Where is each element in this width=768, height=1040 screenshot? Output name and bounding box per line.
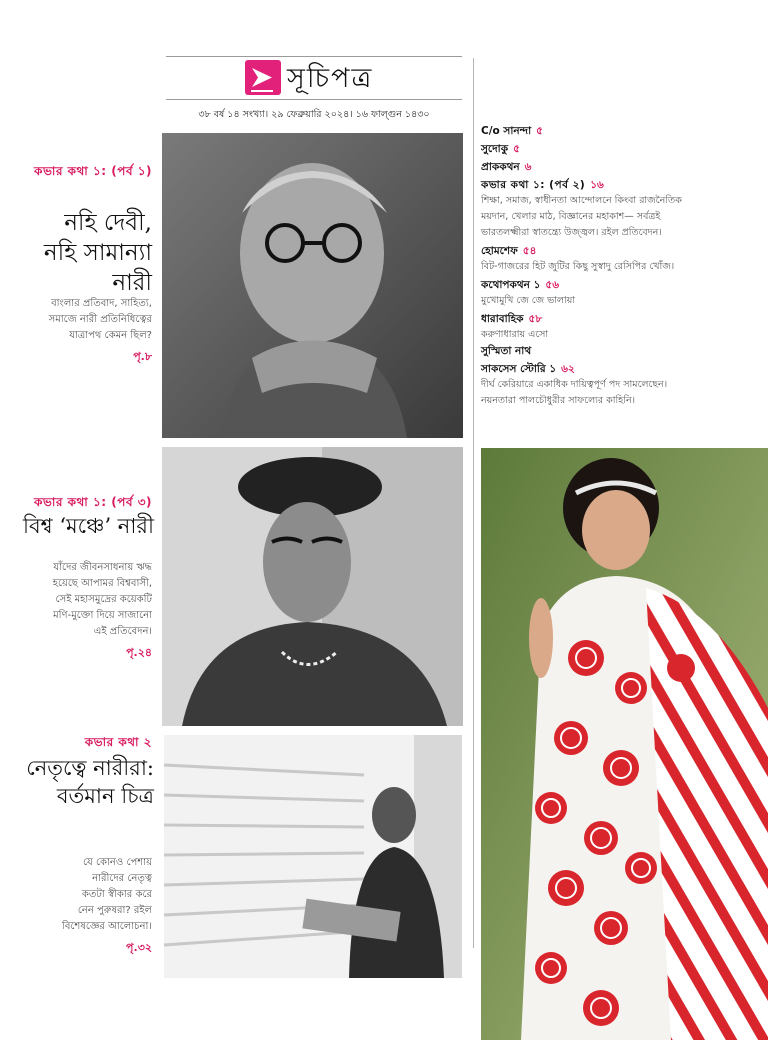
headline-line: নহি দেবী, — [64, 210, 152, 236]
blurb-line: সমাজে নারী প্রতিনিধিত্বের — [48, 314, 152, 325]
feature-3-kicker[interactable]: কভার কথা ২ — [84, 735, 152, 749]
blurb-line: যে কোনও পেশায় — [82, 857, 152, 868]
toc-list — [481, 123, 763, 411]
toc-entry-title: C/o সানন্দা — [481, 125, 532, 137]
blurb-line: মণি-মুক্তো দিয়ে সাজানো — [53, 610, 152, 621]
toc-entry-desc: করুণাধারায় এসো — [481, 329, 549, 340]
blurb-line: যাঁদের জীবনসাধনায় ঋদ্ধ — [53, 562, 152, 573]
feature-3-blurb — [10, 855, 152, 935]
feature-2-kicker[interactable]: কভার কথা ১: (পর্ব ৩) — [34, 495, 152, 509]
feature-2-headline[interactable] — [0, 512, 154, 540]
toc-entry-page: ৫৪ — [522, 245, 537, 257]
toc-entry[interactable] — [481, 277, 763, 309]
blurb-line: সেই মহাসমুদ্রের কয়েকটি — [55, 594, 152, 605]
brand-logo-icon — [245, 60, 281, 95]
toc-entry[interactable] — [481, 159, 763, 175]
feature-1-kicker[interactable]: কভার কথা ১: (পর্ব ১) — [34, 164, 152, 178]
toc-entry-title: কথোপকথন ১ — [481, 279, 541, 291]
feature-3-headline[interactable] — [0, 754, 154, 810]
feature-2-blurb — [10, 560, 152, 640]
toc-entry-title: হোমশেফ — [481, 245, 518, 257]
blurb-line: বাংলার প্রতিবাদ, সাহিত্য, — [51, 298, 152, 309]
toc-entry-desc: মুখোমুখি জে জে ভালায়া — [481, 295, 576, 306]
toc-entry-page: ৬ — [524, 161, 532, 173]
toc-entry-desc: শিক্ষা, সমাজ, স্বাধীনতা আন্দোলনে কিংবা রাজনৈতিক — [481, 195, 682, 206]
feature-1-headline[interactable] — [10, 208, 152, 298]
toc-entry-desc: ময়দান, খেলার মাঠ, বিজ্ঞানের মহাকাশ— সর্বত্রই — [481, 211, 661, 222]
toc-entry-title: সুদোকু — [481, 143, 509, 155]
toc-entry-page: ৫৮ — [528, 313, 543, 325]
headline-line: বর্তমান চিত্র — [56, 784, 154, 808]
headline-line: বিশ্ব ‘মঞ্চে’ নারী — [22, 514, 154, 538]
toc-entry-page: ৫ — [536, 125, 543, 137]
blurb-line: বিশেষজ্ঞের আলোচনা। — [61, 921, 152, 932]
feature-2-page-ref[interactable]: পৃ.২৪ — [126, 646, 152, 659]
toc-entry-desc: নয়নতারা পালচৌধুরীর সাফল্যের কাহিনি। — [481, 395, 636, 406]
toc-entry-page: ৬২ — [561, 363, 575, 375]
toc-entry-title: সাকসেস স্টোরি ১ — [481, 363, 557, 375]
blurb-line: নেন পুরুষরা? রইল — [77, 905, 152, 916]
toc-entry-page: ৫ — [513, 143, 520, 155]
toc-entry[interactable] — [481, 311, 763, 359]
page-title: সূচিপত্র — [287, 63, 374, 94]
toc-entry[interactable] — [481, 141, 763, 157]
toc-entry-title: ধারাবাহিক — [481, 313, 524, 325]
blurb-line: হয়েছে আপামর বিশ্ববাসী, — [52, 578, 152, 589]
toc-entry-title: প্রাককথন — [481, 161, 520, 173]
headline-line: নেতৃত্বে নারীরা: — [26, 756, 154, 780]
toc-entry-page: ১৬ — [590, 179, 604, 191]
toc-entry-desc: ভারতলক্ষ্মীরা স্বাতন্ত্র্যে উজ্জ্বল। রইল প্রতিবেদন। — [481, 227, 662, 238]
feature-1-page-ref[interactable]: পৃ.৮ — [133, 350, 152, 363]
toc-entry-desc: বিট-গাজরের হিট জুটির কিছু সুস্বাদু রেসিপির খোঁজ। — [481, 261, 675, 272]
toc-entry[interactable] — [481, 123, 763, 139]
toc-entry[interactable] — [481, 177, 763, 241]
column-divider — [473, 58, 474, 948]
header-rule — [166, 99, 462, 100]
header-top-rule — [166, 56, 462, 57]
toc-entry[interactable] — [481, 361, 763, 409]
headline-line: নহি সামান্যা — [43, 240, 152, 266]
toc-entry-page: ৫৬ — [545, 279, 560, 291]
feature-3-page-ref[interactable]: পৃ.৩২ — [126, 941, 152, 954]
issue-info: ৩৮ বর্ষ ১৪ সংখ্যা। ২৯ ফেব্রুয়ারি ২০২৪। ১৬ ফাল্গুন ১৪৩০ — [198, 109, 430, 120]
feature-1-photo[interactable] — [162, 133, 463, 438]
headline-line: নারী — [112, 270, 152, 296]
feature-3-photo[interactable] — [164, 735, 462, 978]
toc-entry[interactable] — [481, 243, 763, 275]
toc-entry-desc: দীর্ঘ কেরিয়ারে একাধিক দায়িত্বপূর্ণ পদ সামলেছেন। — [481, 379, 668, 390]
blurb-line: কতটা স্বীকার করে — [81, 889, 152, 900]
feature-2-photo[interactable] — [162, 447, 463, 726]
blurb-line: এই প্রতিবেদন। — [93, 626, 152, 637]
blurb-line: যাত্রাপথ কেমন ছিল? — [69, 330, 152, 341]
blurb-line: নারীদের নেতৃত্ব — [92, 873, 152, 884]
cover-photo[interactable] — [481, 448, 768, 1040]
toc-entry-author: সুস্মিতা নাথ — [481, 345, 532, 357]
toc-entry-title: কভার কথা ১: (পর্ব ২) — [481, 179, 586, 191]
feature-1-blurb — [10, 296, 152, 344]
